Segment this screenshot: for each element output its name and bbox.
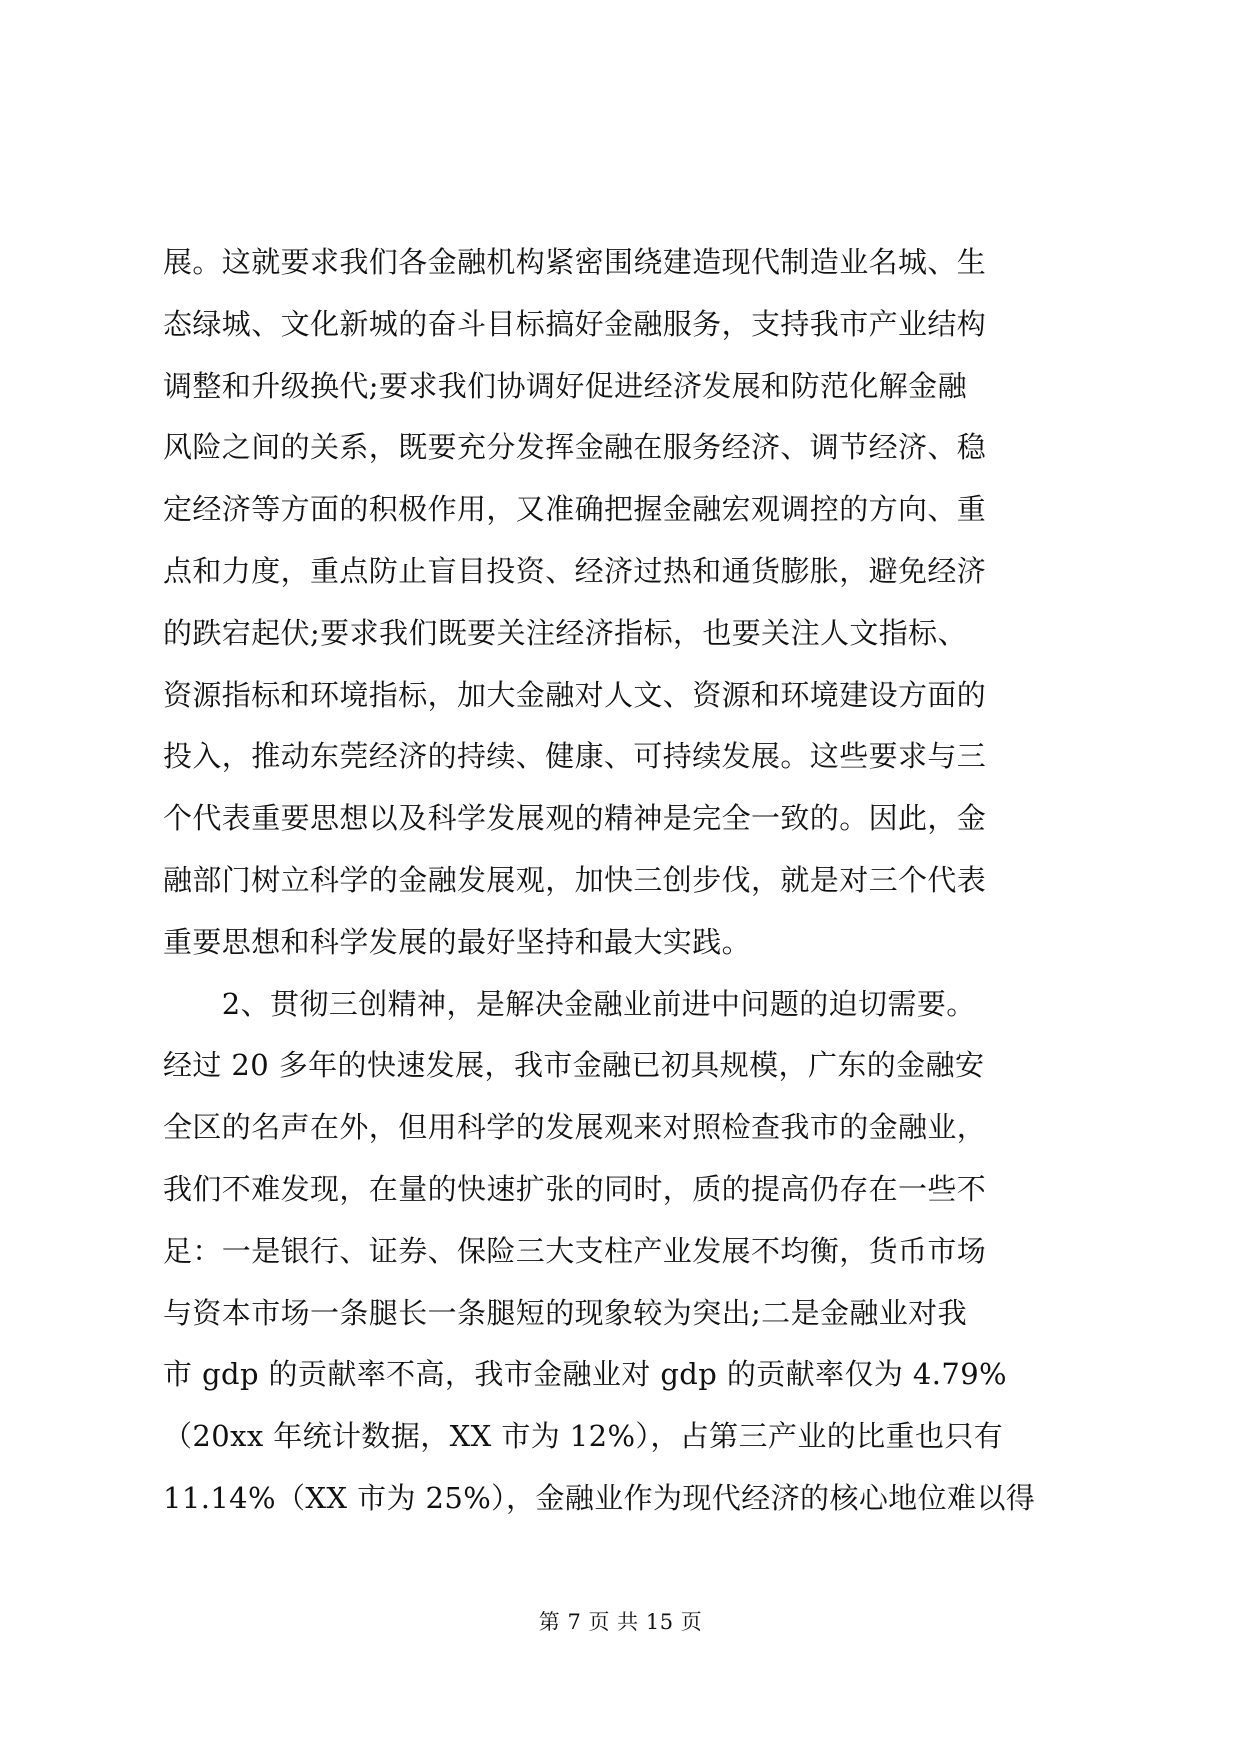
page-number: 第 7 页 共 15 页	[538, 1610, 703, 1634]
text-line: 我们不难发现，在量的快速扩张的同时，质的提高仍存在一些不	[163, 1171, 987, 1206]
text-line: 11.14%（XX 市为 25%），金融业作为现代经济的核心地位难以得	[163, 1480, 1036, 1515]
text-line: 资源指标和环境指标，加大金融对人文、资源和环境建设方面的	[163, 677, 987, 712]
text-line: 态绿城、文化新城的奋斗目标搞好金融服务，支持我市产业结构	[163, 306, 987, 341]
text-line: 的跌宕起伏;要求我们既要关注经济指标，也要关注人文指标、	[163, 615, 967, 650]
body-text	[163, 232, 1083, 1530]
text-line: 市 gdp 的贡献率不高，我市金融业对 gdp 的贡献率仅为 4.79%	[163, 1357, 1008, 1392]
text-line: 展。这就要求我们各金融机构紧密围绕建造现代制造业名城、生	[163, 245, 987, 279]
text-line: 定经济等方面的积极作用，又准确把握金融宏观调控的方向、重	[163, 492, 987, 527]
text-line: 与资本市场一条腿长一条腿短的现象较为突出;二是金融业对我	[163, 1295, 967, 1330]
text-line: 风险之间的关系，既要充分发挥金融在服务经济、调节经济、稳	[163, 430, 987, 465]
text-line: 融部门树立科学的金融发展观，加快三创步伐，就是对三个代表	[163, 862, 987, 897]
text-line: 2、贯彻三创精神，是解决金融业前进中问题的迫切需要。	[163, 986, 976, 1021]
text-line: 经过 20 多年的快速发展，我市金融已初具规模，广东的金融安	[163, 1048, 985, 1083]
text-line: 重要思想和科学发展的最好坚持和最大实践。	[163, 924, 752, 959]
text-line: 个代表重要思想以及科学发展观的精神是完全一致的。因此，金	[163, 801, 987, 836]
text-line: （20xx 年统计数据，XX 市为 12%），占第三产业的比重也只有	[163, 1419, 1004, 1454]
text-line: 点和力度，重点防止盲目投资、经济过热和通货膨胀，避免经济	[163, 553, 987, 588]
text-line: 调整和升级换代;要求我们协调好促进经济发展和防范化解金融	[163, 368, 967, 403]
text-line: 投入，推动东莞经济的持续、健康、可持续发展。这些要求与三	[163, 739, 987, 774]
text-line: 全区的名声在外，但用科学的发展观来对照检查我市的金融业，	[163, 1110, 987, 1145]
text-line: 足：一是银行、证券、保险三大支柱产业发展不均衡，货币市场	[163, 1233, 987, 1268]
